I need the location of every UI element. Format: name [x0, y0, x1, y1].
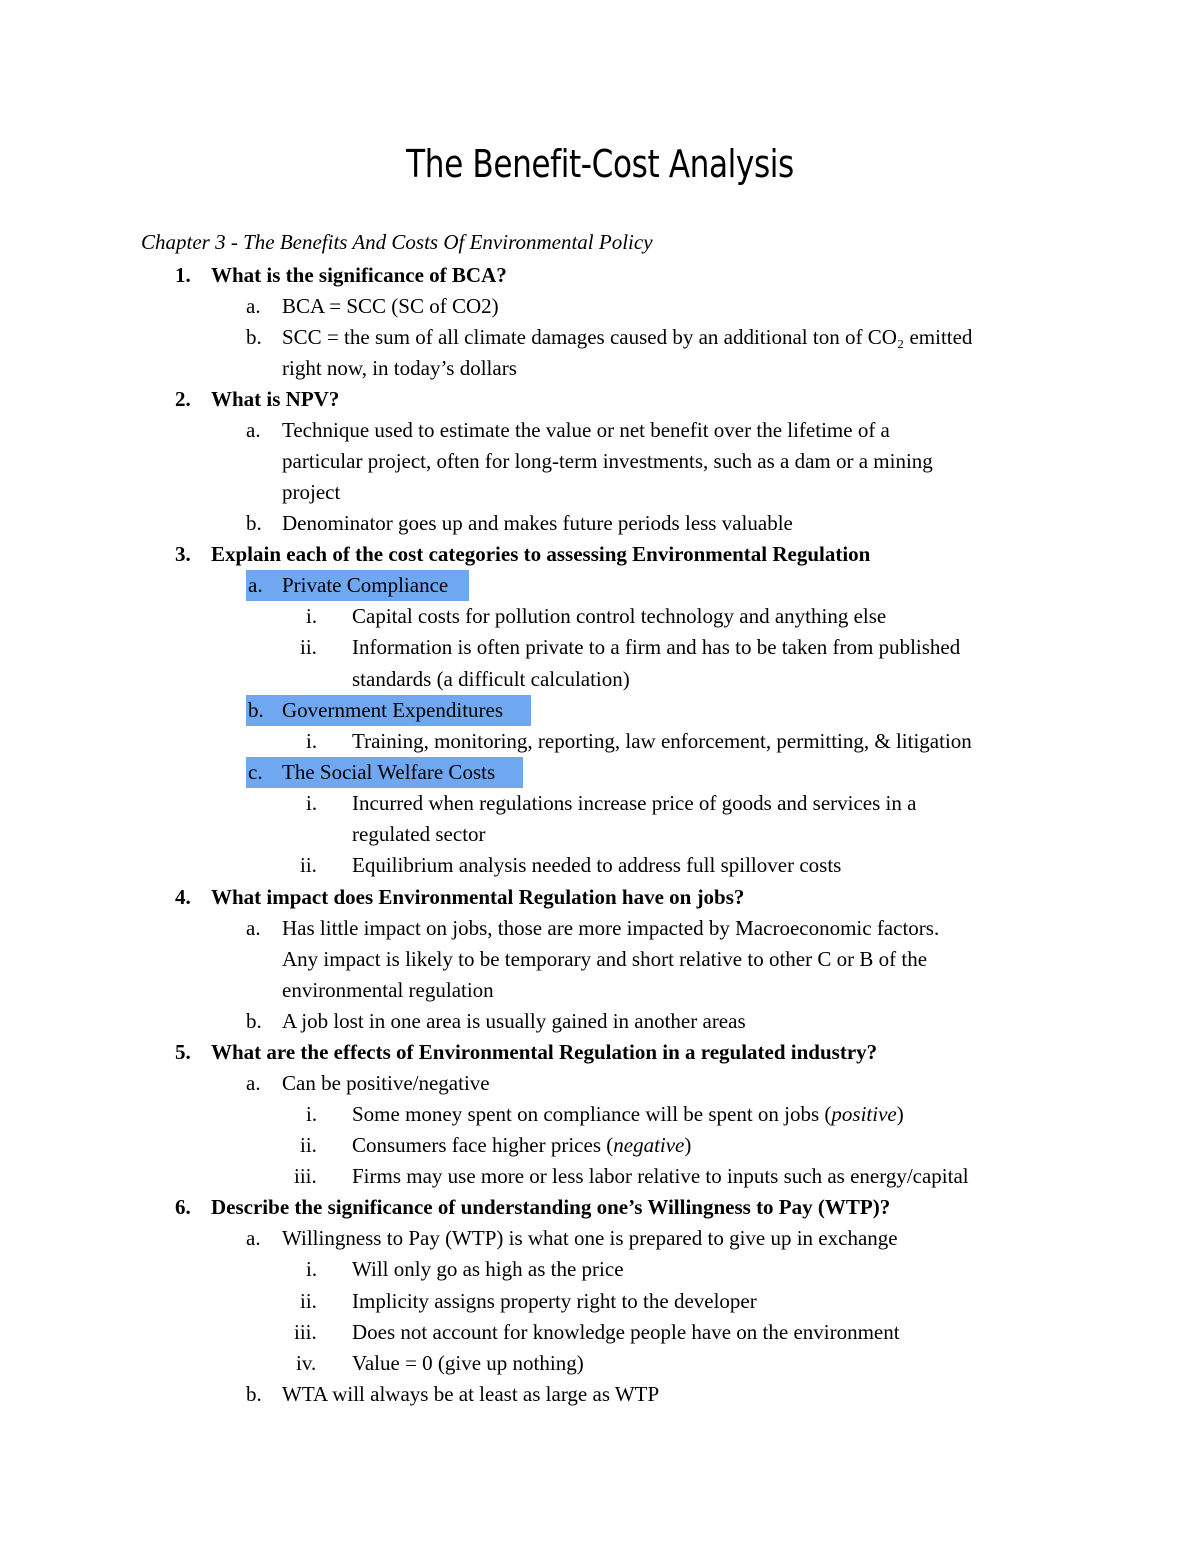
- q3-number: 3.: [175, 542, 191, 566]
- q3-c-ii-text: Equilibrium analysis needed to address full spillover costs: [352, 853, 842, 877]
- chapter-heading: Chapter 3 - The Benefits And Costs Of Environmental Policy: [141, 230, 653, 254]
- q3-b-i-text: Training, monitoring, reporting, law enforcement, permitting, & litigation: [352, 729, 972, 753]
- q3-c-i-marker: i.: [306, 791, 318, 815]
- q6-a-text: Willingness to Pay (WTP) is what one is prepared to give up in exchange: [282, 1226, 898, 1250]
- q3-b-text: Government Expenditures: [282, 698, 504, 722]
- q1-b-text-line1: SCC = the sum of all climate damages caused by an additional ton of CO₂ emitted: [282, 325, 973, 349]
- q6-a-i-marker: i.: [306, 1257, 318, 1281]
- q5-a-i-marker: i.: [306, 1102, 318, 1126]
- q3-a-i-text: Capital costs for pollution control technology and anything else: [352, 604, 887, 628]
- q3-c-i-text-line1: Incurred when regulations increase price of goods and services in a: [352, 791, 917, 815]
- q3-a-ii-marker: ii.: [300, 635, 317, 659]
- q4-a-marker: a.: [246, 916, 261, 940]
- q4-a-text-line3: environmental regulation: [282, 978, 494, 1002]
- q1-text: What is the significance of BCA?: [211, 263, 507, 287]
- q5-a-ii-text: Consumers face higher prices (negative): [352, 1133, 692, 1157]
- q6-a-iii-marker: iii.: [294, 1320, 317, 1344]
- q5-a-text: Can be positive/negative: [282, 1071, 490, 1095]
- q5-a-ii-marker: ii.: [300, 1133, 317, 1157]
- q4-b-marker: b.: [246, 1009, 262, 1033]
- q6-text: Describe the significance of understanding one’s Willingness to Pay (WTP)?: [211, 1195, 891, 1219]
- q1-number: 1.: [175, 263, 191, 287]
- q3-a-ii-text-line2: standards (a difficult calculation): [352, 667, 630, 691]
- q6-a-ii-marker: ii.: [300, 1289, 317, 1313]
- q2-number: 2.: [175, 387, 191, 411]
- q4-a-text-line1: Has little impact on jobs, those are more impacted by Macroeconomic factors.: [282, 916, 940, 940]
- q3-text: Explain each of the cost categories to assessing Environmental Regulation: [211, 542, 871, 566]
- q5-a-marker: a.: [246, 1071, 261, 1095]
- q5-a-i-emphasis: positive: [831, 1102, 897, 1126]
- q3-c-i-text-line2: regulated sector: [352, 822, 486, 846]
- q2-a-text-line2: particular project, often for long-term investments, such as a dam or a mining: [282, 449, 933, 473]
- q3-a-i-marker: i.: [306, 604, 318, 628]
- q3-a-marker: a.: [248, 573, 263, 597]
- q6-a-marker: a.: [246, 1226, 261, 1250]
- q3-a-ii-text-line1: Information is often private to a firm and has to be taken from published: [352, 635, 961, 659]
- q6-a-iii-text: Does not account for knowledge people have on the environment: [352, 1320, 900, 1344]
- q3-c-marker: c.: [248, 760, 263, 784]
- q2-b-marker: b.: [246, 511, 262, 535]
- q2-b-text: Denominator goes up and makes future periods less valuable: [282, 511, 793, 535]
- q1-a-text: BCA = SCC (SC of CO2): [282, 294, 499, 318]
- q2-a-text-line3: project: [282, 480, 341, 504]
- q6-number: 6.: [175, 1195, 191, 1219]
- q6-a-ii-text: Implicity assigns property right to the developer: [352, 1289, 757, 1313]
- q4-b-text: A job lost in one area is usually gained in another areas: [282, 1009, 746, 1033]
- q5-text: What are the effects of Environmental Regulation in a regulated industry?: [211, 1040, 878, 1064]
- document-title: The Benefit-Cost Analysis: [406, 142, 794, 186]
- q2-text: What is NPV?: [211, 387, 340, 411]
- q6-b-marker: b.: [246, 1382, 262, 1406]
- q3-b-marker: b.: [248, 698, 264, 722]
- q3-c-ii-marker: ii.: [300, 853, 317, 877]
- q1-a-marker: a.: [246, 294, 261, 318]
- q5-a-ii-emphasis: negative: [613, 1133, 685, 1157]
- q4-text: What impact does Environmental Regulation have on jobs?: [211, 885, 745, 909]
- q2-a-marker: a.: [246, 418, 261, 442]
- q3-c-text: The Social Welfare Costs: [282, 760, 496, 784]
- q5-number: 5.: [175, 1040, 191, 1064]
- q6-b-text: WTA will always be at least as large as WTP: [282, 1382, 660, 1406]
- q3-b-i-marker: i.: [306, 729, 318, 753]
- q4-number: 4.: [175, 885, 191, 909]
- q4-a-text-line2: Any impact is likely to be temporary and short relative to other C or B of the: [282, 947, 928, 971]
- q6-a-iv-text: Value = 0 (give up nothing): [352, 1351, 584, 1375]
- q5-a-iii-marker: iii.: [294, 1164, 317, 1188]
- q2-a-text-line1: Technique used to estimate the value or net benefit over the lifetime of a: [282, 418, 890, 442]
- q6-a-i-text: Will only go as high as the price: [352, 1257, 624, 1281]
- q6-a-iv-marker: iv.: [296, 1351, 317, 1375]
- q3-a-text: Private Compliance: [282, 573, 449, 597]
- q5-a-i-text: Some money spent on compliance will be spent on jobs (positive): [352, 1102, 904, 1126]
- q5-a-iii-text: Firms may use more or less labor relative to inputs such as energy/capital: [352, 1164, 969, 1188]
- q1-b-text-line2: right now, in today’s dollars: [282, 356, 517, 380]
- q1-b-marker: b.: [246, 325, 262, 349]
